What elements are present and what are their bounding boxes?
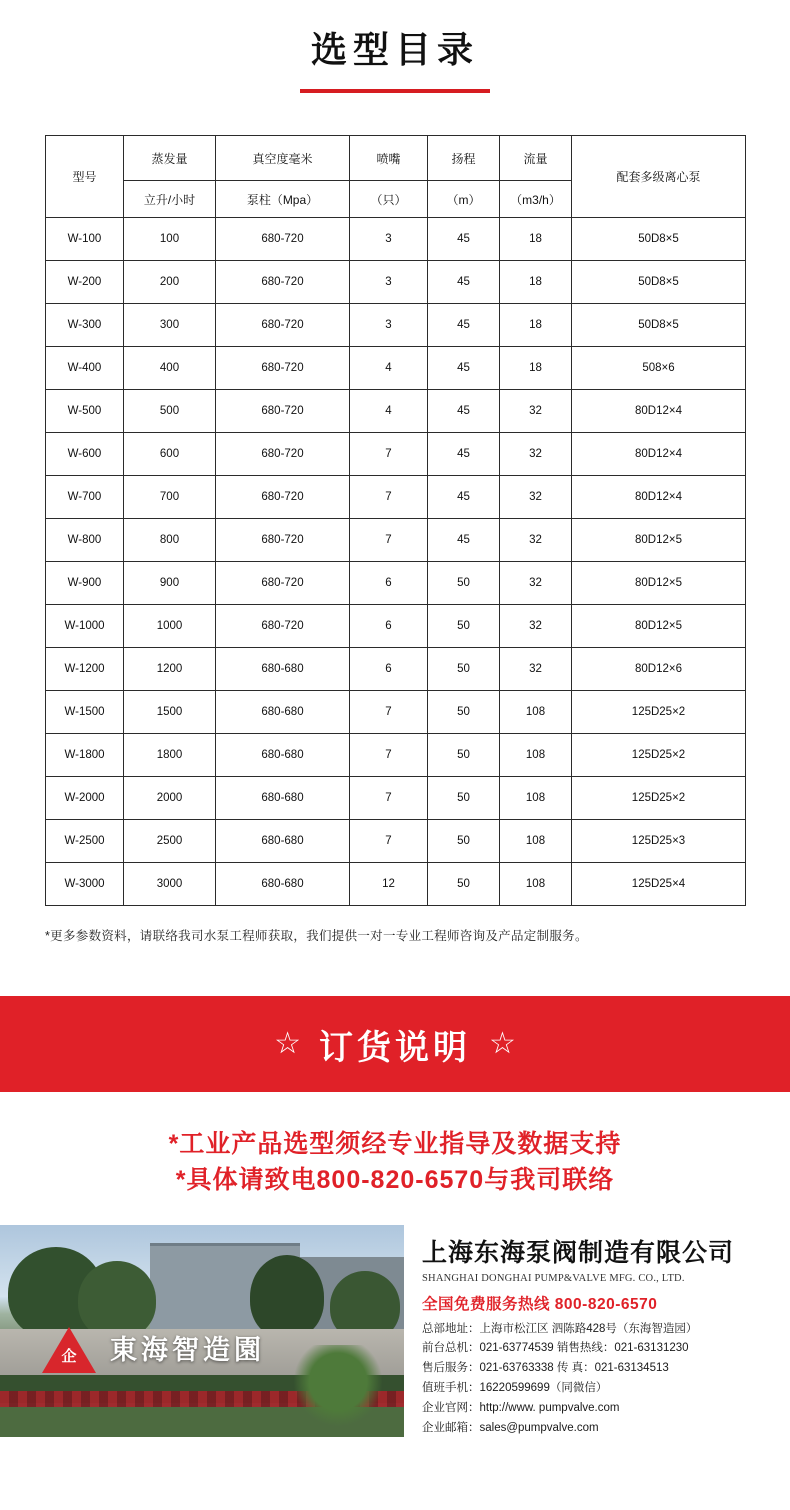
triangle-logo-icon bbox=[42, 1323, 96, 1373]
cell-evaporation: 100 bbox=[124, 218, 216, 261]
star-icon-left: ☆ bbox=[274, 1027, 301, 1061]
cell-vacuum: 680-680 bbox=[216, 777, 350, 820]
photo-logo-group bbox=[42, 1323, 265, 1373]
col-subheader-vacuum-unit: 泵柱（Mpa） bbox=[216, 181, 350, 218]
cell-flow: 32 bbox=[500, 648, 572, 691]
table-row bbox=[46, 390, 746, 433]
cell-nozzle: 7 bbox=[350, 820, 428, 863]
cell-matching-pump: 125D25×2 bbox=[572, 777, 746, 820]
contact-line: 企业官网：http://www. pumpvalve.com bbox=[422, 1401, 620, 1414]
notice-line-2: *具体请致电800-820-6570与我司联络 bbox=[175, 1166, 615, 1195]
cell-model: W-2000 bbox=[46, 777, 124, 820]
contact-line: 值班手机：16220599699（同微信） bbox=[422, 1381, 608, 1394]
cell-head: 50 bbox=[428, 648, 500, 691]
cell-evaporation: 3000 bbox=[124, 863, 216, 906]
cell-nozzle: 7 bbox=[350, 476, 428, 519]
cell-head: 45 bbox=[428, 304, 500, 347]
cell-vacuum: 680-720 bbox=[216, 562, 350, 605]
cell-head: 50 bbox=[428, 863, 500, 906]
cell-vacuum: 680-680 bbox=[216, 734, 350, 777]
cell-nozzle: 6 bbox=[350, 648, 428, 691]
col-subheader-head-unit: （m） bbox=[428, 181, 500, 218]
contact-line: 总部地址：上海市松江区 泗陈路428号（东海智造园） bbox=[422, 1322, 698, 1335]
col-header-nozzle: 喷嘴 bbox=[350, 136, 428, 181]
cell-nozzle: 3 bbox=[350, 261, 428, 304]
cell-model: W-600 bbox=[46, 433, 124, 476]
table-row bbox=[46, 863, 746, 906]
contact-line: 前台总机：021-63774539 销售热线：021-63131230 bbox=[422, 1342, 689, 1355]
table-row bbox=[46, 218, 746, 261]
cell-nozzle: 7 bbox=[350, 519, 428, 562]
cell-vacuum: 680-720 bbox=[216, 476, 350, 519]
col-header-evaporation: 蒸发量 bbox=[124, 136, 216, 181]
col-header-matching-pump: 配套多级离心泵 bbox=[572, 136, 746, 218]
cell-vacuum: 680-720 bbox=[216, 304, 350, 347]
cell-vacuum: 680-680 bbox=[216, 691, 350, 734]
cell-vacuum: 680-720 bbox=[216, 519, 350, 562]
contact-lines bbox=[422, 1320, 734, 1439]
cell-model: W-200 bbox=[46, 261, 124, 304]
table-row bbox=[46, 347, 746, 390]
factory-photo bbox=[0, 1225, 404, 1437]
cell-nozzle: 7 bbox=[350, 777, 428, 820]
cell-nozzle: 6 bbox=[350, 605, 428, 648]
table-row bbox=[46, 562, 746, 605]
table-footnote: *更多参数资料，请联络我司水泵工程师获取，我们提供一对一专业工程师咨询及产品定制服务。 bbox=[45, 929, 588, 944]
cell-head: 50 bbox=[428, 820, 500, 863]
banner-title: 订货说明 bbox=[319, 1028, 471, 1067]
cell-flow: 32 bbox=[500, 476, 572, 519]
cell-nozzle: 7 bbox=[350, 433, 428, 476]
cell-nozzle: 12 bbox=[350, 863, 428, 906]
cell-evaporation: 700 bbox=[124, 476, 216, 519]
col-header-flow: 流量 bbox=[500, 136, 572, 181]
photo-logo-text: 東海智造園 bbox=[110, 1335, 265, 1366]
cell-matching-pump: 125D25×3 bbox=[572, 820, 746, 863]
table-row bbox=[46, 691, 746, 734]
cell-evaporation: 2000 bbox=[124, 777, 216, 820]
cell-model: W-1800 bbox=[46, 734, 124, 777]
cell-evaporation: 1800 bbox=[124, 734, 216, 777]
col-subheader-nozzle-unit: （只） bbox=[350, 181, 428, 218]
cell-model: W-1500 bbox=[46, 691, 124, 734]
cell-flow: 108 bbox=[500, 863, 572, 906]
cell-vacuum: 680-680 bbox=[216, 820, 350, 863]
table-row bbox=[46, 820, 746, 863]
cell-nozzle: 6 bbox=[350, 562, 428, 605]
cell-flow: 18 bbox=[500, 304, 572, 347]
cell-flow: 32 bbox=[500, 519, 572, 562]
notice-line-1: *工业产品选型须经专业指导及数据支持 bbox=[168, 1130, 622, 1159]
cell-matching-pump: 80D12×5 bbox=[572, 519, 746, 562]
banner-inner bbox=[274, 1020, 516, 1069]
cell-evaporation: 800 bbox=[124, 519, 216, 562]
cell-head: 50 bbox=[428, 562, 500, 605]
page-title: 选型目录 bbox=[310, 29, 479, 70]
company-name-en: SHANGHAI DONGHAI PUMP&VALVE MFG. CO., LTD. bbox=[422, 1272, 685, 1284]
cell-matching-pump: 80D12×6 bbox=[572, 648, 746, 691]
cell-matching-pump: 80D12×5 bbox=[572, 562, 746, 605]
cell-model: W-400 bbox=[46, 347, 124, 390]
spec-table bbox=[45, 135, 746, 906]
cell-head: 45 bbox=[428, 433, 500, 476]
cell-matching-pump: 80D12×4 bbox=[572, 476, 746, 519]
table-row bbox=[46, 519, 746, 562]
cell-head: 45 bbox=[428, 390, 500, 433]
cell-nozzle: 4 bbox=[350, 390, 428, 433]
cell-flow: 108 bbox=[500, 777, 572, 820]
table-row bbox=[46, 433, 746, 476]
cell-model: W-2500 bbox=[46, 820, 124, 863]
table-row bbox=[46, 605, 746, 648]
cell-vacuum: 680-720 bbox=[216, 605, 350, 648]
cell-flow: 108 bbox=[500, 691, 572, 734]
cell-model: W-1000 bbox=[46, 605, 124, 648]
star-icon-right: ☆ bbox=[489, 1027, 516, 1061]
cell-head: 45 bbox=[428, 347, 500, 390]
notice-section bbox=[0, 1126, 790, 1199]
cell-model: W-3000 bbox=[46, 863, 124, 906]
cell-nozzle: 3 bbox=[350, 304, 428, 347]
cell-head: 45 bbox=[428, 218, 500, 261]
cell-flow: 18 bbox=[500, 347, 572, 390]
triangle-logo-glyph: 企 bbox=[61, 1347, 77, 1365]
cell-model: W-800 bbox=[46, 519, 124, 562]
cell-flow: 32 bbox=[500, 605, 572, 648]
footer-section bbox=[0, 1225, 790, 1439]
cell-evaporation: 300 bbox=[124, 304, 216, 347]
cell-model: W-700 bbox=[46, 476, 124, 519]
cell-vacuum: 680-720 bbox=[216, 433, 350, 476]
table-row bbox=[46, 777, 746, 820]
cell-head: 50 bbox=[428, 734, 500, 777]
cell-matching-pump: 125D25×4 bbox=[572, 863, 746, 906]
cell-vacuum: 680-680 bbox=[216, 648, 350, 691]
cell-nozzle: 3 bbox=[350, 218, 428, 261]
cell-flow: 32 bbox=[500, 433, 572, 476]
cell-flow: 108 bbox=[500, 734, 572, 777]
cell-head: 45 bbox=[428, 261, 500, 304]
cell-matching-pump: 80D12×5 bbox=[572, 605, 746, 648]
cell-head: 45 bbox=[428, 476, 500, 519]
cell-flow: 108 bbox=[500, 820, 572, 863]
cell-vacuum: 680-720 bbox=[216, 218, 350, 261]
spec-table-head bbox=[46, 136, 746, 218]
cell-nozzle: 7 bbox=[350, 734, 428, 777]
cell-evaporation: 600 bbox=[124, 433, 216, 476]
cell-model: W-300 bbox=[46, 304, 124, 347]
col-header-model: 型号 bbox=[46, 136, 124, 218]
cell-model: W-900 bbox=[46, 562, 124, 605]
cell-model: W-500 bbox=[46, 390, 124, 433]
cell-flow: 18 bbox=[500, 218, 572, 261]
spec-table-container bbox=[45, 135, 745, 906]
table-row bbox=[46, 648, 746, 691]
hotline: 全国免费服务热线 800-820-6570 bbox=[422, 1295, 658, 1313]
cell-vacuum: 680-720 bbox=[216, 390, 350, 433]
table-row bbox=[46, 734, 746, 777]
cell-flow: 32 bbox=[500, 390, 572, 433]
cell-matching-pump: 125D25×2 bbox=[572, 734, 746, 777]
cell-head: 50 bbox=[428, 777, 500, 820]
col-header-head: 扬程 bbox=[428, 136, 500, 181]
cell-evaporation: 2500 bbox=[124, 820, 216, 863]
contact-line: 企业邮箱：sales@pumpvalve.com bbox=[422, 1421, 599, 1434]
col-subheader-evaporation-unit: 立升/小时 bbox=[124, 181, 216, 218]
cell-matching-pump: 50D8×5 bbox=[572, 304, 746, 347]
page-title-section bbox=[0, 0, 790, 93]
col-subheader-flow-unit: （m3/h） bbox=[500, 181, 572, 218]
order-instructions-banner bbox=[0, 996, 790, 1092]
cell-flow: 32 bbox=[500, 562, 572, 605]
table-row bbox=[46, 476, 746, 519]
cell-head: 50 bbox=[428, 605, 500, 648]
cell-evaporation: 1000 bbox=[124, 605, 216, 648]
cell-model: W-100 bbox=[46, 218, 124, 261]
cell-evaporation: 500 bbox=[124, 390, 216, 433]
cell-matching-pump: 50D8×5 bbox=[572, 261, 746, 304]
cell-nozzle: 7 bbox=[350, 691, 428, 734]
cell-matching-pump: 125D25×2 bbox=[572, 691, 746, 734]
table-row bbox=[46, 304, 746, 347]
cell-matching-pump: 508×6 bbox=[572, 347, 746, 390]
cell-matching-pump: 50D8×5 bbox=[572, 218, 746, 261]
cell-matching-pump: 80D12×4 bbox=[572, 433, 746, 476]
cell-evaporation: 400 bbox=[124, 347, 216, 390]
cell-vacuum: 680-680 bbox=[216, 863, 350, 906]
title-underline-rule bbox=[300, 89, 490, 93]
col-header-vacuum: 真空度毫米 bbox=[216, 136, 350, 181]
contact-block bbox=[404, 1225, 734, 1439]
cell-evaporation: 200 bbox=[124, 261, 216, 304]
cell-head: 50 bbox=[428, 691, 500, 734]
cell-flow: 18 bbox=[500, 261, 572, 304]
table-row bbox=[46, 261, 746, 304]
cell-nozzle: 4 bbox=[350, 347, 428, 390]
cell-evaporation: 1500 bbox=[124, 691, 216, 734]
company-name-cn: 上海东海泵阀制造有限公司 bbox=[422, 1238, 735, 1267]
spec-table-body bbox=[46, 218, 746, 906]
cell-model: W-1200 bbox=[46, 648, 124, 691]
cell-head: 45 bbox=[428, 519, 500, 562]
cell-evaporation: 1200 bbox=[124, 648, 216, 691]
table-header-row-top bbox=[46, 136, 746, 181]
contact-line: 售后服务：021-63763338 传 真：021-63134513 bbox=[422, 1362, 669, 1375]
cell-vacuum: 680-720 bbox=[216, 347, 350, 390]
cell-evaporation: 900 bbox=[124, 562, 216, 605]
cell-matching-pump: 80D12×4 bbox=[572, 390, 746, 433]
photo-palm-tree bbox=[292, 1345, 384, 1437]
cell-vacuum: 680-720 bbox=[216, 261, 350, 304]
